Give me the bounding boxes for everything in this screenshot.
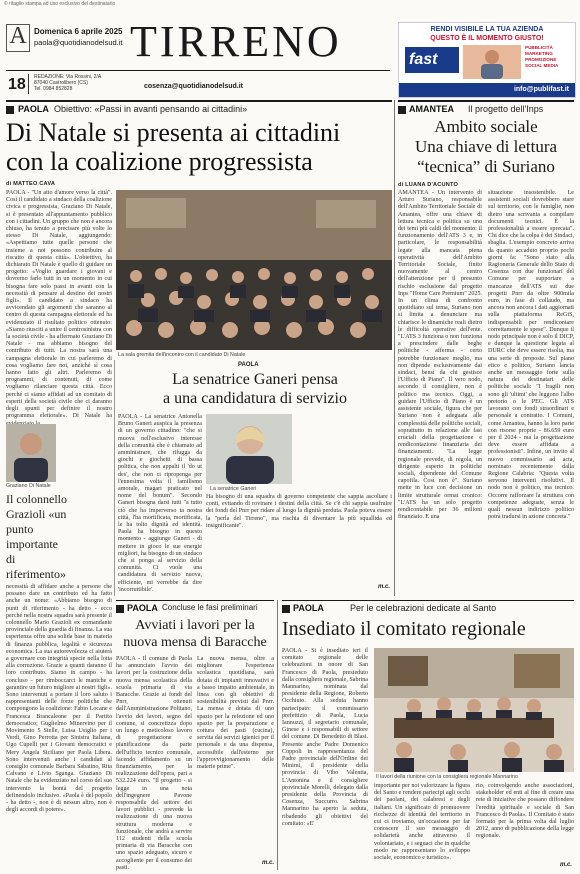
portrait-photo (6, 424, 56, 482)
article4-kicker: Concluse le fasi preliminari (162, 603, 258, 612)
meeting-photo-icon (374, 648, 574, 772)
portrait-caption: Graziano Di Natale (6, 483, 51, 489)
article2-section: PAOLA (238, 362, 259, 368)
section-label: PAOLA (127, 603, 158, 613)
article1-col1b: necessità di affidare anche a persone che possano dare un contributo ed ha fatto anche un nome: «Abbiamo bisogno di punti di riferimento - ha detto - ecco perché nella nostra squadra sarà presente il colonnello Mario Grazioli ex comandante provinciale della guardia di finanza. La sua esperienza offre una solida base in materia di finanza pubblica, legalità e sicurezza economica. La sua autorevolezza ci aiuterà a governare con integrità specie nella lotta alla corruzione. Grazie a quanti daranno il loro contributo. Siamo in campo - ha concluso - per rimboccarci le maniche e garantire un futuro migliore ai nostri figli». Sono intervenuti a portare il loro saluto i rappresentanti delle forze politiche che compongono la coalizione: Fabio Locane e Francesca Brancaleone per il Partito democratico; Guglielmo Minervino per il Movimento 5 Stelle, Luisa Usiglio per i Verdi, Gino Perrotta per Sinistra Italiana, Ugo Cupelli per i Giovani democratici e Mery Angela Siciliano per Paola Libera. Sono intervenuti anche i candidati al consiglio comunale Barbara Sabatino, Rita Calvano e Livio Sganga. Graziano Di Natale che ha evidenziato nel corso del suo intervento la bontà del progetto definendolo inclusivo. «Paola è del popolo - ha detto -, non è di nessun altro, non è degli accordi di potere». (6, 584, 112, 814)
article1-photo-caption: La sala gremita dell'incontro con il candidato Di Natale (118, 352, 246, 358)
article4-signature: m.c. (262, 860, 275, 866)
ad-services: PUBBLICITÀ MARKETING PROMOZIONE SOCIAL MEDIA (525, 45, 559, 68)
pullquote: Il colonnello Grazioli «un punto importante di riferimento» (6, 492, 67, 581)
section-marker-icon (6, 106, 14, 114)
copyright-strip: © ritaglio stampa ad uso esclusivo del destinatario (4, 1, 116, 7)
article4-col1: PAOLA - Il comune di Paola ha annunciato l'avvio dei lavori per la costruzione della nuova mensa scolastica della scuola primaria di via Baracche. Grazie ai fondi del Pnrr, ottenuti dall'Amministrazione Politano, l'avvio dei lavori, segno del comune, si concretizza dopo un lungo e meticoloso lavoro di progettazione e pianificazione da parte dell'ufficio tecnico comunale, facendo affidamento su un finanziamento, per la realizzazione dell'opera, pari a 532.224 euro. "Il progetto - si legge in una nota dell'ingegnere Pavone responsabile del settore dei lavori pubblici - prevede la realizzazione di una nuova struttura moderna e funzionale, che andrà a servire 112 studenti della scuola primaria di via Baracche con uno spazio adeguato, sicuro e accogliente per il consumo dei pasti. (116, 656, 192, 871)
article4-kicker-bar (116, 603, 274, 615)
contact-email[interactable]: cosenza@quotidianodelsud.it (144, 83, 243, 90)
article4-headline: Avviati i lavori per la nuova mensa di Baracche (123, 618, 267, 650)
article3-col1: AMANTEA - Un intervento di Arturo Suriano, responsabile dell'Ambito Territoriale Sociale di Amantea, offre una chiave di lettura tecnica e politica su uno dei temi più caldi del momento: il funzionamento dell'ATS 3 e, in particolare, le responsabilità legate alla mancata piena operatività dell'Ambito Territoriale Sociale, finito nuovamente al centro dell'attenzione per il presunto rischio esclusione dal progetto Inps "Home Care Premium" 2025. In un clima di confronto quotidiano sul tema, Suriano non si limita a denunciare ma chiarisce le dinamiche reali dietro le difficoltà operative dell'ente. "L'ATS 3 funziona o non funziona a prescindere dalle beghe politiche - afferma - certo potrebbe funzionare meglio, ma non dipende esclusivamente dai sindaci, bensì da chi gestisce l'Ufficio di Piano". Il vero nodo, secondo il consigliere, non è politico ma tecnico. Oggi, a guidare l'Ufficio di Piano è un assistente sociale, figura che per Suriano non è adeguata alle complessità delle politiche sociali, soprattutto in relazione alle fasi cruciali della progettazione e rendicontazione finanziaria dei finanziamenti. "La legge regionale prevede, di regola, un dirigente esperto in politiche sociali, dipendente del Comune capofila. Così non è". Suriano mette in luce con decisione un limite strutturale ormai cronico: "L'ATS ha un solo progetto rendicontabile per 36 milioni finanziato. E una (398, 190, 483, 521)
article3-byline: di LUANA D'ACUNTO (398, 182, 459, 188)
article5-col2: importante per noi valorizzare la figura del Santo e rendere partecipi agli occhi dei paolani, dei calabresi e degli italiani. Un significato di promuovere ricchezze di identità del territorio in cui ci troviamo, un'occasione per far conoscere il suo messaggio di solidarietà anche attraverso il volontariato, e i seguaci che in qualche modo ne rappresentano lo sviluppo sociale, economico e turistico». (374, 783, 470, 862)
redazione: REDAZIONE: Via Rossini, 2/A 87040 Castrolibero (CS) Tel. 0984 852828 (34, 74, 102, 92)
section-label: AMANTEA (409, 104, 454, 114)
article1-kicker-bar (6, 104, 392, 116)
edition-date: Domenica 6 aprile 2025 (34, 27, 123, 36)
article1-byline: di MATTEO CAVA (6, 181, 56, 187)
article2-photo-caption: La senatrice Ganeri (210, 486, 257, 492)
article5-kicker: Per le celebrazioni dedicate al Santo (350, 603, 497, 613)
article2-signature: m.c. (378, 584, 391, 590)
ad-brand-box: fast (405, 47, 459, 73)
logo-mark: A (6, 24, 30, 52)
article5-photo-caption: Il lavori della riunione con la consigliera regionale Mannarino (376, 774, 518, 780)
article5-signature: m.c. (560, 862, 573, 868)
masthead-title: TIRRENO (130, 17, 342, 66)
article1-photo (116, 190, 392, 350)
edition-email[interactable]: paola@quotidianodelsud.it (34, 38, 123, 47)
article5-kicker-bar (282, 603, 574, 615)
section-label: PAOLA (293, 603, 324, 613)
article1-col1-cont (74, 424, 112, 584)
advertisement[interactable]: RENDI VISIBILE LA TUA AZIENDA QUESTO È IL MOMENTO GIUSTO! fast PUBBLICITÀ MARKETING PROMOZIONE SOCIAL MEDIA info@publifast.it (398, 22, 576, 98)
section-marker-icon (116, 605, 124, 613)
article5-col1: PAOLA - Si è insediato ieri il comitato regionale delle celebrazioni in onore di San Francesco di Paola, presieduto dalla consigliera regionale, Sabrina Mannarino, nominata dal presidente della Regione, Roberto Occhiuto. Alla seduta hanno partecipato: il commissario prefettizio di Paola, Lucia Iannuzzi, il segretario comunale, Ginese e i responsabili di settore del comune. Di Benedetto di Blasi. Presente anche Padre Domenico Coppoli in rappresentanza del Padre provinciale dell'Ordine dei Minimi, il presidente della provincia di Vibo Valentia, L'Antonina e il consigliere provinciale Morelli, delegato dalla presidente della Provincia di Cosenza, Succurro. Sabrina Mannarino ha aperto la seduta, ribadendo gli obiettivi del comitato: «E' (282, 648, 368, 827)
section-marker-icon (398, 106, 406, 114)
section-marker-icon (282, 605, 290, 613)
article5-col3: rio, coinvolgendo anche associazioni, stakeholder ed enti al fine di creare una rete di iniziative che possano diffondere l'eredità spirituale e sociale di San Francesco di Paola». Il Comitato è stato formato per la prima volta dal luglio 2012, anno di pubblicazione della legge regionale. (476, 783, 574, 840)
article3-headline: Ambito sociale Una chiave di lettura “tecnica” di Suriano (414, 117, 558, 176)
article4-col2: La nuova mensa, oltre a migliorare l'esperienza scolastica quotidiana, sarà dotata di impianti innovativi e a basso impatto ambientale, in linea con gli obiettivi di sostenibilità previsti dal Pnrr. La mensa è dotata di uno spazio per la refezione ed uno spazio per la preparazione e cottura dei pasti (cucina), servita dai servizi igienici per il personale e da una dispensa, accessibile dall'esterno per l'approvvigionamento delle materie prime". (197, 656, 274, 771)
section-label: PAOLA (18, 104, 49, 114)
person-icon (6, 424, 56, 482)
article2-col2: Ha bisogno di una squadra di governo competente che sappia ascoltare i conti, evitando di rovinare i destini della città. Se c'è chi sappia usufruire dei fondi del Pnrr per ridare al luogo la dignità perduta. Paola poteva essere la "perla del Tirreno", ma rischia di diventare la più squallida ed insignificante". (206, 494, 392, 529)
article3-kicker: Il progetto dell'Inps (468, 104, 544, 114)
article5-photo (374, 648, 574, 772)
article1-headline: Di Natale si presenta ai cittadini con la coalizione progressista (6, 118, 341, 176)
article2-col1: PAOLA - La senatrice Antonella Bruno Ganeri auspica la presenza di un governo cittadino: "che si muova nell'esclusivo interesse della comunità che è chiamato ad amministrare, che rifugga da giochi e giochetti di bassa politica, che non appalti il 'do ut des', che non ci ripropenga per l'ennesima volta il familismo amorale, magari praticato nel nome del bonum". Secondo Ganeri bisogna darsi tutti "a tutto ciò che ha imperverso ta nostra città, l'ha mortificata, mortificata, le ha tolto dignità ed identità. Paola ha bisogno in questo momento - aggiunge Ganeri - di mettere in gioco le sue energie migliori, ha bisogno di un sindaco che si ponga al servizio della comunità. Ci vuole una candidatura di servizio nuova, efficiente, mi verrebbe da dire 'incorruttibile'. (118, 414, 202, 593)
masthead (0, 8, 580, 96)
article3-col2: situazione insostenibile. Le assistenti sociali dovrebbero stare sul territorio, con le famiglie, non dietro una scrivania a compilare documenti tecnici. È la professionalità a essere sprecata". Chi dice che la colpa è dei Sindaci, sbaglia. L'esempio concreto arriva da quanto accaduto proprio pochi giorni fa: "Sono stato alla Ragioneria Generale dello Stato di Cosenza con due funzionari del Comune per supportare a mancanze dell'ATS sui due progetti Pnrr da oltre 900mila euro, in fase di collaudo, ma ancora non ancora i dati aggiornati sulla piattaforma ReGiS, indispensabili per rendicontare correttamente le spese". Dunque il nodo principale non è solo il DICP, e dunque la questione legata al DURC che deve essere risolta, ma una serie di proposte. Sul piano etico e politico, Suriano lancia anche un messaggio forte sulla natura dei destinatari delle politiche sociali: "I fragili non sono gli 'ultimi' che leggono l'albo pretorio o le PEC. Gli ATS lavorano con fondi straordinari e personale a contratto. I Comuni, come Amantea, hanno la loro parte con risorse proprie - 86.659 euro per il 2024 - ma la progettazione deve essere affidata a professionisti". Infine, un invito al nuovo commissario ad acta, nominato recentemente dalla Regione Calabria: "Questa volta servono interventi risolutivi. Il nodo non è politico, ma tecnico. Occorre rafforzare la struttura con competenze adeguate, senza le quali nessun indirizzo politico potrà tradursi in azione concreta." (488, 190, 574, 521)
ad-footer: info@publifast.it (399, 83, 575, 97)
article2-headline: La senatrice Ganeri pensa a una candidatura di servizio (163, 371, 347, 407)
person-icon (206, 414, 292, 484)
page-number: 18 (8, 76, 26, 93)
crowd-photo-icon (116, 190, 392, 350)
article1-col1: PAOLA - "Un atto d'amore verso la città". Così il candidato a sindaco della coalizione civica e progressista, Graziano Di Natale, si è presentato all'appuntamento pubblico con i cittadini. Un gruppo che non è ancora chiuso, ha tenuto a precisare più volte lo stesso Di Natale, aggiungendo: «Aspettiamo tutte quelle persone che insieme a noi possono contribuire al riscatto di questa città». L'obiettivo, ha dichiarato Di Natale è quello di guidare un progetto: «Voglio guardare i giovani e dovremo farlo tutti in un momento in cui bisogna fare solo passi in avanti con la necessità di pensare al destino dei nostri figli». Il candidato a sindaco ha avvicendato gli argomenti che saranno al centro di questa campagna elettorale ed ha evidenziato il risultato politico ottenuto: «Siamo riusciti a unire il centrosinistra con la società civile - ha affermato Graziano Di Natale - ma abbiamo bisogno del contributo di tutti. La nostra sarà una campagna elettorale in cui parleremo di cosa vogliamo fare noi, anziché sì cosa hanno fatto gli altri. Parleremo di programmi, di contenuti, di come vogliamo rilanciare questa città. Ecco perché ci siamo affidati ad un comitato di esperti della società civile che ci daranno degli spunti per definire il nostro programma elettorale». Di Natale ha (6, 190, 112, 420)
article3-kicker-bar (398, 104, 574, 116)
article5-headline: Insediato il comitato regionale (282, 618, 526, 640)
ad-photo (463, 45, 521, 79)
article1-kicker: Obiettivo: «Passi in avanti pensando ai cittadini» (54, 104, 248, 114)
article2-photo (206, 414, 292, 484)
